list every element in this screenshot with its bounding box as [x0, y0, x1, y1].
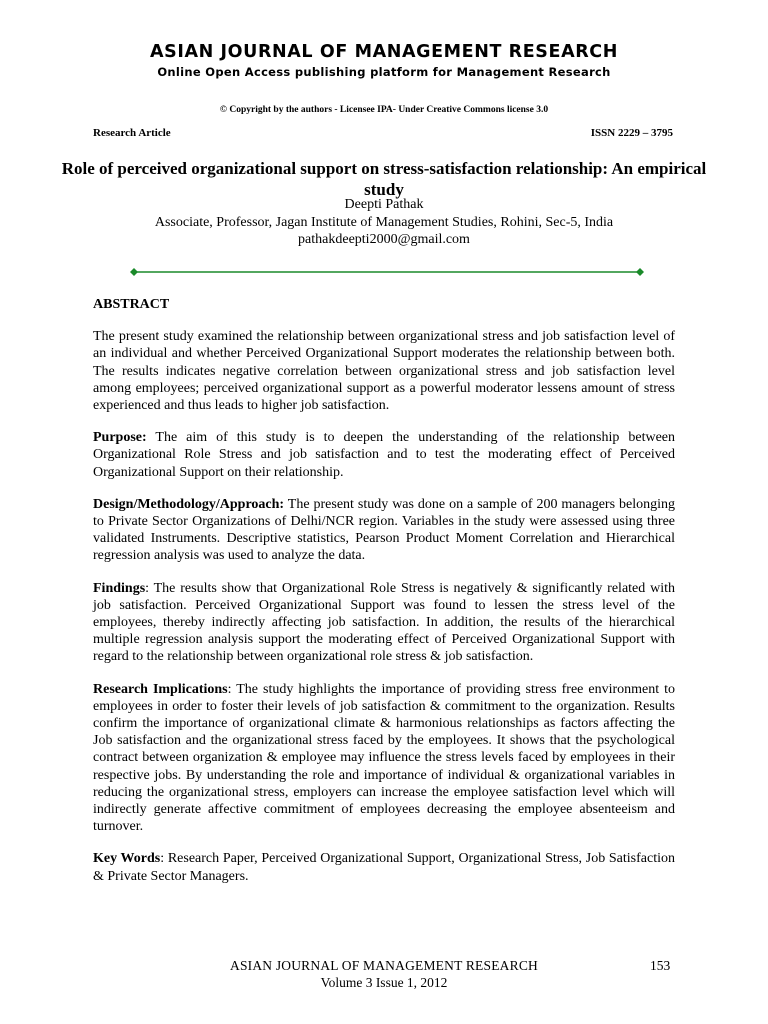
purpose-paragraph — [93, 429, 675, 481]
keywords-text: : Research Paper, Perceived Organizational Support, Organizational Stress, Job Satisfaction & Private Sector Managers. — [93, 851, 675, 884]
section-divider — [130, 268, 644, 276]
keywords-label: Key Words — [93, 851, 161, 867]
implications-text: : The study highlights the importance of providing stress free environment to employees in order to foster their levels of job satisfaction & commitment to the organization. Results confirm the importance of organizational climate & harmonious relationships as factors affecting the Job satisfaction and the organizational stress faced by the employees. It shows that the psychological contract between organization & employee may influence the stress levels faced by employees in their respective jobs. By understanding the role and importance of individual & organizational variables in reducing the organizational stress, employers can increase the employee satisfaction level which will indirectly generate affective commitment of employees decreasing the employee absenteeism and turnover. — [93, 681, 676, 835]
implications-paragraph — [93, 681, 675, 836]
author-block — [60, 196, 708, 249]
purpose-label: Purpose: — [93, 430, 147, 446]
diamond-left-icon — [130, 268, 138, 276]
methodology-text: The present study was done on a sample of 200 managers belonging to Private Sector Organizations of Delhi/NCR region. Variables in the study were assessed using three validated Instruments. Descriptive statistics, Pearson Product Moment Correlation and Hierarchical regression analysis was used to analyze the data. — [93, 496, 675, 564]
issn: ISSN 2229 – 3795 — [590, 127, 673, 139]
findings-text: : The results show that Organizational Role Stress is negatively & significantly related with job satisfaction. Perceived Organizational Support was found to lessen the stress level of the employees, thereby indirectly affecting job satisfaction. In addition, the results of the hierarchical multiple regression analysis support the moderating effect of Perceived Organizational Support with regard to the relationship between organizational role stress & job satisfaction. — [93, 580, 675, 665]
implications-label: Research Implications — [93, 681, 228, 697]
diamond-right-icon — [636, 268, 644, 276]
abstract-heading: ABSTRACT — [93, 297, 170, 312]
footer-volume: Volume 3 Issue 1, 2012 — [320, 975, 448, 990]
abstract-body — [93, 296, 675, 900]
author-name: Deepti Pathak — [344, 197, 424, 212]
abstract-paragraph: The present study examined the relationship between organizational stress and job satisfaction level of an individual and whether Perceived Organizational Support moderates the relationship between both. The results indicates negative correlation between organizational stress and job satisfaction level among employees; perceived organizational support as a powerful moderator lessens amount of stress experienced and thus leads to higher job satisfaction. — [93, 329, 675, 414]
findings-label: Findings — [93, 580, 146, 596]
article-meta-row — [93, 127, 673, 139]
author-email[interactable]: pathakdeepti2000@gmail.com — [298, 232, 470, 247]
findings-paragraph — [93, 580, 675, 666]
paper-title: Role of perceived organizational support on stress-satisfaction relationship: An empirical study — [61, 159, 707, 199]
author-affiliation: Associate, Professor, Jagan Institute of Management Studies, Rohini, Sec-5, India — [154, 214, 614, 230]
keywords-paragraph — [93, 850, 675, 884]
footer-journal-name: ASIAN JOURNAL OF MANAGEMENT RESEARCH — [230, 958, 538, 973]
journal-subtitle: Online Open Access publishing platform for Management Research — [157, 65, 611, 79]
methodology-label: Design/Methodology/Approach: — [93, 496, 285, 512]
methodology-paragraph — [93, 496, 675, 565]
page-number: 153 — [650, 958, 671, 973]
journal-title: ASIAN JOURNAL OF MANAGEMENT RESEARCH — [150, 42, 618, 62]
copyright-notice: © Copyright by the authors - Licensee IPA- Under Creative Commons license 3.0 — [219, 105, 549, 115]
article-type: Research Article — [93, 127, 171, 139]
purpose-text: The aim of this study is to deepen the understanding of the relationship between Organizational Role Stress and job satisfaction and to test the moderating effect of Perceived Organizational Support on their relationship. — [93, 430, 675, 480]
